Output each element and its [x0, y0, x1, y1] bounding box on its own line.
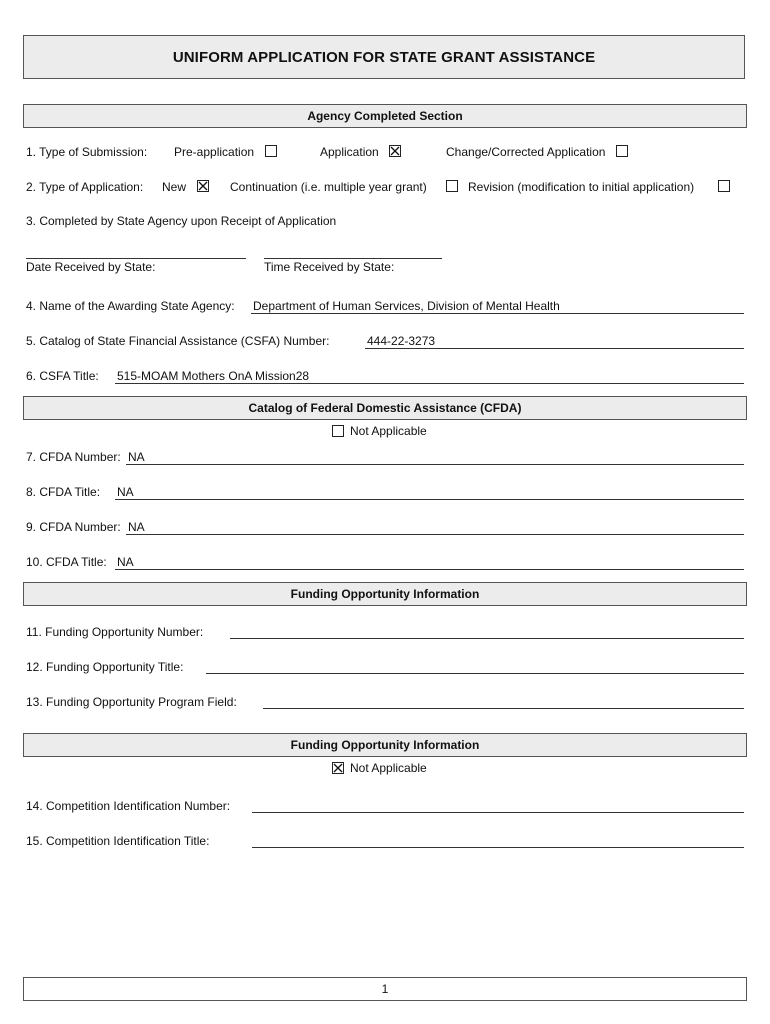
cfda-number-2-value[interactable]: NA [128, 520, 145, 534]
section-header-cfda: Catalog of Federal Domestic Assistance (CFDA) [23, 396, 747, 420]
q2-continuation-label: Continuation (i.e. multiple year grant) [230, 180, 427, 194]
awarding-agency-value[interactable]: Department of Human Services, Division of Mental Health [253, 299, 560, 313]
checkmark-x-icon [333, 763, 343, 773]
competition-id-title-field[interactable] [252, 847, 744, 848]
time-received-field[interactable] [264, 258, 442, 259]
section-header-funding-1: Funding Opportunity Information [23, 582, 747, 606]
cfda-number-1-underline [126, 464, 744, 465]
q1-preapp-label: Pre-application [174, 145, 255, 159]
page-number: 1 [381, 982, 389, 996]
q3-label: 3. Completed by State Agency upon Receipt of Application [26, 214, 337, 228]
cfda-title-2-underline [115, 569, 744, 570]
revision-checkbox[interactable] [718, 180, 730, 192]
cfda-title-2-value[interactable]: NA [117, 555, 134, 569]
competition-id-number-field[interactable] [252, 812, 744, 813]
checkmark-x-icon [390, 146, 400, 156]
competition-not-applicable-label: Not Applicable [350, 761, 427, 775]
q1-application-label: Application [320, 145, 379, 159]
q12-label: 12. Funding Opportunity Title: [26, 660, 184, 674]
section-header-agency: Agency Completed Section [23, 104, 747, 128]
q13-label: 13. Funding Opportunity Program Field: [26, 695, 237, 709]
q14-label: 14. Competition Identification Number: [26, 799, 231, 813]
q1-label: 1. Type of Submission: [26, 145, 148, 159]
application-checkbox[interactable] [389, 145, 401, 157]
csfa-title-value[interactable]: 515-MOAM Mothers OnA Mission28 [117, 369, 310, 383]
cfda-number-2-underline [126, 534, 744, 535]
change-corrected-checkbox[interactable] [616, 145, 628, 157]
competition-not-applicable-checkbox[interactable] [332, 762, 344, 774]
q2-new-label: New [162, 180, 187, 194]
q2-revision-label: Revision (modification to initial application) [468, 180, 695, 194]
csfa-title-underline [115, 383, 744, 384]
csfa-number-underline [365, 348, 744, 349]
funding-opportunity-title-field[interactable] [206, 673, 744, 674]
q10-label: 10. CFDA Title: [26, 555, 107, 569]
q11-label: 11. Funding Opportunity Number: [26, 625, 204, 639]
funding-opportunity-number-field[interactable] [230, 638, 744, 639]
q6-label: 6. CSFA Title: [26, 369, 99, 383]
preapplication-checkbox[interactable] [265, 145, 277, 157]
form-title: UNIFORM APPLICATION FOR STATE GRANT ASSISTANCE [23, 35, 745, 79]
cfda-title-1-value[interactable]: NA [117, 485, 134, 499]
date-received-field[interactable] [26, 258, 246, 259]
q7-label: 7. CFDA Number: [26, 450, 121, 464]
cfda-not-applicable-label: Not Applicable [350, 424, 427, 438]
q15-label: 15. Competition Identification Title: [26, 834, 210, 848]
page-number-box [23, 977, 747, 1001]
time-received-label: Time Received by State: [264, 260, 395, 274]
q1-change-label: Change/Corrected Application [446, 145, 606, 159]
new-checkbox[interactable] [197, 180, 209, 192]
q2-label: 2. Type of Application: [26, 180, 144, 194]
funding-program-field-input[interactable] [263, 708, 744, 709]
csfa-number-value[interactable]: 444-22-3273 [367, 334, 436, 348]
cfda-number-1-value[interactable]: NA [128, 450, 145, 464]
q4-label: 4. Name of the Awarding State Agency: [26, 299, 235, 313]
section-header-funding-2: Funding Opportunity Information [23, 733, 747, 757]
date-received-label: Date Received by State: [26, 260, 156, 274]
q5-label: 5. Catalog of State Financial Assistance (CSFA) Number: [26, 334, 330, 348]
awarding-agency-underline [251, 313, 744, 314]
cfda-title-1-underline [115, 499, 744, 500]
q9-label: 9. CFDA Number: [26, 520, 121, 534]
checkmark-x-icon [198, 181, 208, 191]
q8-label: 8. CFDA Title: [26, 485, 101, 499]
continuation-checkbox[interactable] [446, 180, 458, 192]
cfda-not-applicable-checkbox[interactable] [332, 425, 344, 437]
